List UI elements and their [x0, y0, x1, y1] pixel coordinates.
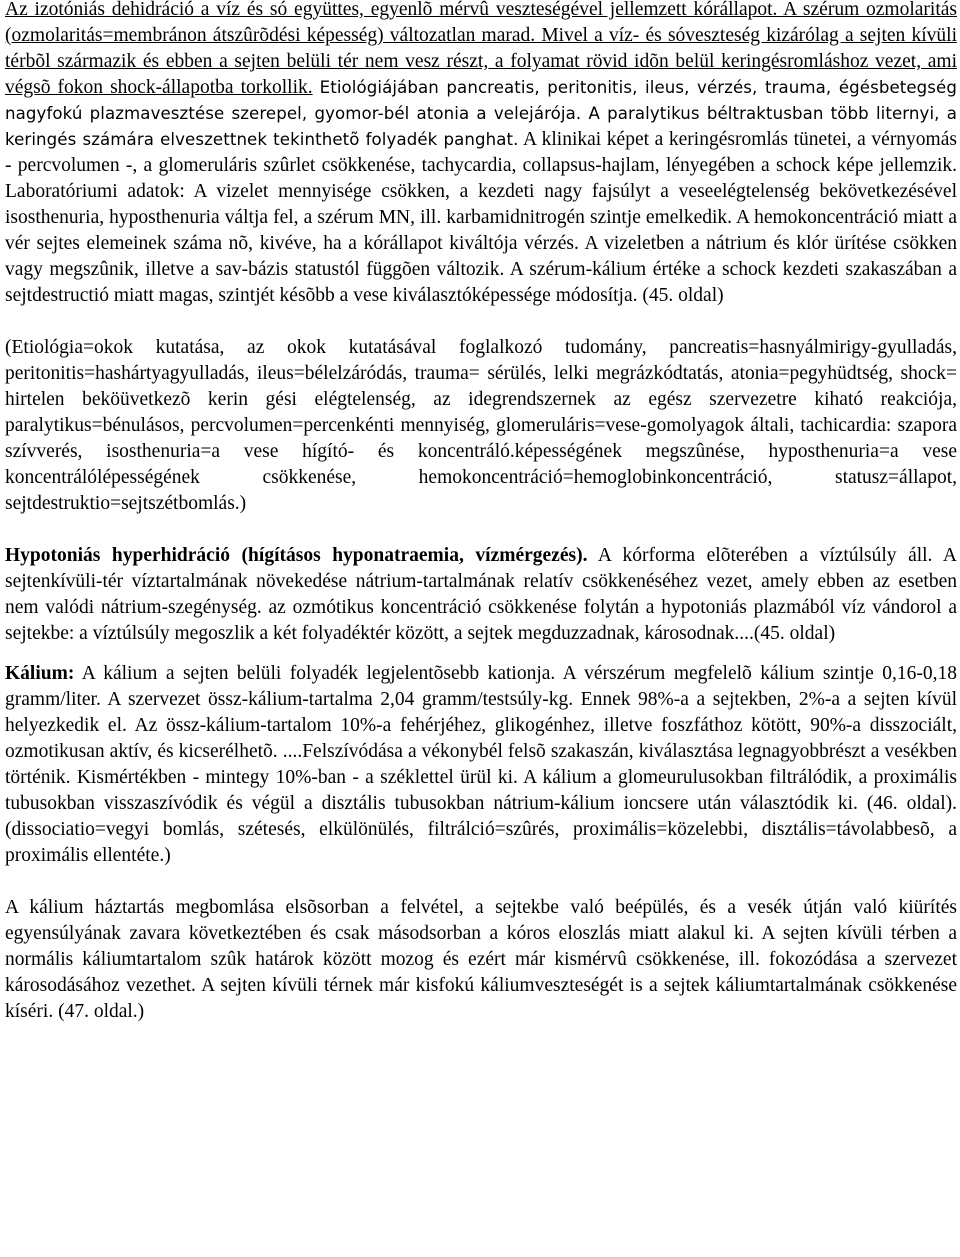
hypotonias-text: A kórforma elõterében a víztúlsúly áll. A sejtenkívüli-tér víztartalmának növekedése nátrium-tartalmának relatív csökkenéséhez vezet, amely ebben az esetben nem valódi nátrium-szegénység. az ozmótikus koncentráció csökkenése folytán a hypotoniás plazmából víz vándorol a sejtekbe: a víztúlsúly megoszlik a két folyadéktér között, a sejtek megduzzadnak, károsodnak....(45. oldal)	[5, 545, 957, 644]
kalium-text: A kálium a sejten belüli folyadék legjelentõsebb kationja. A vérszérum megfelelõ kálium szintje 0,16-0,18 gramm/liter. A szervezet össz-kálium-tartalma 2,04 gramm/testsúly-kg. Ennek 98%-a a sejtekben, 2%-a a sejten kívül helyezkedik el. Az össz-kálium-tartalom 10%-a fehérjéhez, glikogénhez, illetve foszfáthoz kötött, 90%-a disszociált, ozmotikusan aktív, és kicserélhetõ. ....Felszívódása a vékonybél felsõ szakaszán, kiválasztása legnagyobbrészt a vesékben történik. Kismértékben - mintegy 10%-ban - a széklettel ürül ki. A kálium a glomeurulusokban filtrálódik, a proximális tubusokban visszaszívódik és végül a disztális tubusokban nátrium-kálium ioncsere után választódik ki. (46. oldal). (dissociatio=vegyi bomlás, szétesés, elkülönülés, filtrálció=szûrés, proximális=közelebbi, disztális=távolabbesõ, a proximális ellentéte.)	[5, 663, 957, 866]
paragraph-kalium-haztartas: A kálium háztartás megbomlása elsõsorban a felvétel, a sejtekbe való beépülés, és a vesék útján való kiürítés egyensúlyának zavara következtében és csak másodsorban a kóros eloszlás miatt alakul ki. A sejten kívüli térben a normális káliumtartalom szûk határok között mozog és ezért már kismérvû csökkenése, ill. fokozódása a szervezet károsodásához vezethet. A sejten kívüli térnek már kisfokú káliumveszteségét is a sejtek káliumtartalmának csökkenése kíséri. (47. oldal.)	[5, 897, 957, 1022]
section-heading-kalium: Kálium:	[5, 663, 75, 684]
paragraph-izotonias-dehidracio	[5, 0, 957, 309]
section-heading-hypotonias: Hypotoniás hyperhidráció (hígításos hyponatraemia, vízmérgezés).	[5, 545, 588, 566]
paragraph-spacer	[5, 309, 957, 335]
paragraph-spacer	[5, 647, 957, 661]
paragraph-spacer	[5, 869, 957, 895]
underlined-intro-text: Az izotóniás dehidráció a víz és só együttes, egyenlõ mérvû veszteségével jellemzett kórállapot. A szérum ozmolaritás (ozmolaritás=membránon átszûrõdési képesség) változatlan marad. Mivel a víz- és sóveszteség kizárólag a sejten kívüli térbõl származik és ebben a sejten belüli tér nem vesz részt, a folyamat rövid idõn belül keringésromláshoz vezet, ami végsõ fokon shock-állapotba torkollik.	[5, 0, 957, 98]
etiology-text: Etiológiájában pancreatis, peritonitis, ileus, vérzés, trauma, égésbetegség nagyfokú plazmavesztése szerepel, gyomor-bél atonia a velejárója. A paralytikus béltraktusban több liternyi, a keringés számára elveszettnek tekinthetõ folyadék panghat.	[5, 78, 957, 149]
document-page	[5, 0, 957, 1025]
clinical-picture-text: A klinikai képet a keringésromlás tünetei, a vérnyomás - percvolumen -, a glomeruláris szûrlet csökkenése, tachycardia, collapsus-hajlam, lényegében a schock képe jellemzik. Laboratóriumi adatok: A vizelet mennyisége csökken, a kezdeti nagy fajsúlyt a veseelégtelenség bekövetkezésével isosthenuria, hyposthenuria váltja fel, a szérum MN, ill. karbamidnitrogén szintje emelkedik. A hemokoncentráció miatt a vér sejtes elemeinek száma nõ, kivéve, ha a kórállapot kiváltója vérzés. A vizeletben a nátrium és klór ürítése csökken vagy megszûnik, illetve a sav-bázis statustól függõen változik. A szérum-kálium értéke a schock kezdeti szakaszában a sejtdestructió miatt magas, szintjét késõbb a vese kiválasztóképessége módosítja. (45. oldal)	[5, 129, 957, 306]
paragraph-spacer	[5, 517, 957, 543]
paragraph-hypotonias-hyperhidracio	[5, 543, 957, 647]
paragraph-glossary-1: (Etiológia=okok kutatása, az okok kutatásával foglalkozó tudomány, pancreatis=hasnyálmirigy-gyulladás, peritonitis=hashártyagyulladás, ileus=bélelzáródás, trauma= sérülés, lelki megrázkódtatás, atonia=pegyhüdtség, shock= hirtelen beköüvetkezõ kerin gési elégtelenség, az idegrendszernek az egész szervezetre kiható reakciója, paralytikus=bénulásos, percvolumen=percenkénti mennyiség, glomeruláris=vese-gomolyagok általi, tachicardia: szapora szívverés, isosthenuria=a vese hígító- és koncentráló.képességének megszûnése, hyposthenuria=a vese koncentrálólépességének csökkenése, hemokoncentráció=hemoglobinkoncentráció, statusz=állapot, sejtdestruktio=sejtszétbomlás.)	[5, 337, 957, 514]
paragraph-kalium	[5, 661, 957, 869]
